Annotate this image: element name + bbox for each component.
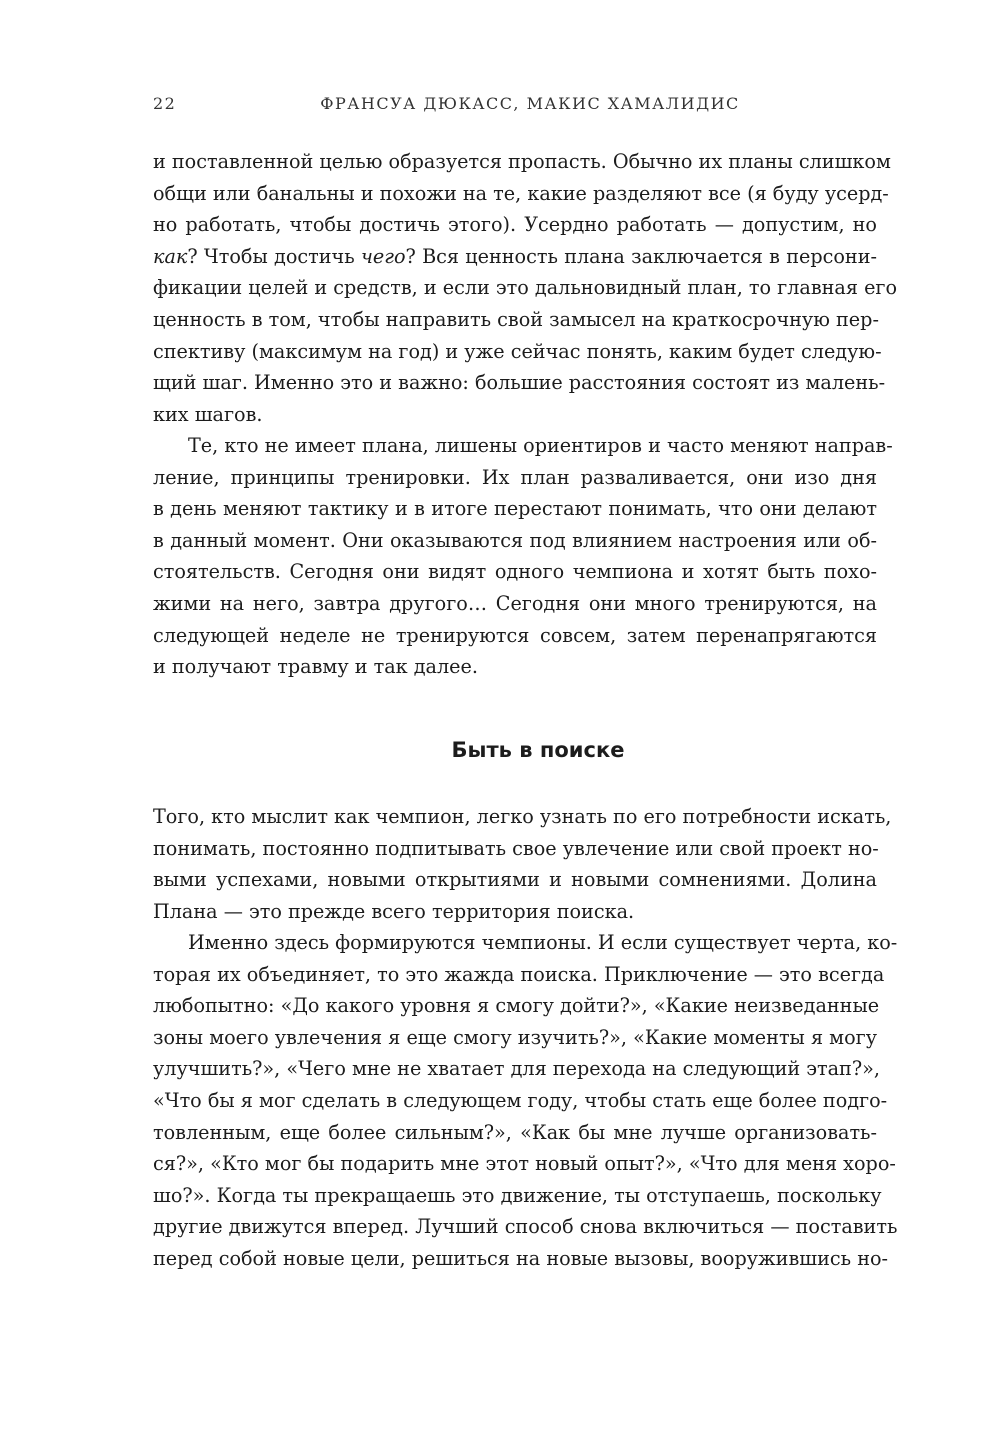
text-line: общи или банальны и похожи на те, какие разделяют все (я буду усерд-	[153, 181, 889, 205]
text-line: выми успехами, новыми открытиями и новыми сомнениями. Долина	[153, 868, 877, 892]
text-line: «Что бы я мог сделать в следующем году, чтобы стать еще более подго-	[153, 1088, 888, 1112]
paragraph-4	[153, 927, 898, 1275]
text-line: ся?», «Кто мог бы подарить мне этот новый опыт?», «Что для меня хоро-	[153, 1152, 896, 1176]
text-line: другие движутся вперед. Лучший способ снова включиться — поставить	[153, 1215, 898, 1239]
text-line: щий шаг. Именно это и важно: большие расстояния состоят из малень-	[153, 371, 886, 395]
text-line: жими на него, завтра другого… Сегодня они много тренируются, на	[153, 591, 877, 615]
text-line: следующей неделе не тренируются совсем, затем перенапрягаются	[153, 623, 877, 647]
text-line: в день меняют тактику и в итоге перестают понимать, что они делают	[153, 497, 877, 521]
text-line: товленным, еще более сильным?», «Как бы мне лучше организовать-	[153, 1120, 877, 1144]
text-line: перед собой новые цели, решиться на новые вызовы, вооружившись но-	[153, 1246, 889, 1270]
text-fragment: ? Чтобы достичь	[187, 244, 361, 268]
text-line: торая их объединяет, то это жажда поиска. Приключение — это всегда	[153, 962, 885, 986]
text-line: ценность в том, чтобы направить свой замысел на краткосрочную пер-	[153, 307, 879, 331]
text-line: Те, кто не имеет плана, лишены ориентиров и часто меняют направ-	[188, 434, 893, 457]
text-line: и получают травму и так далее.	[153, 655, 478, 679]
text-line: и поставленной целью образуется пропасть. Обычно их планы слишком	[153, 150, 891, 173]
italic-word: как	[153, 244, 188, 268]
text-line: Именно здесь формируются чемпионы. И если существует черта, ко-	[188, 931, 898, 954]
text-line: понимать, постоянно подпитывать свое увлечение или свой проект но-	[153, 836, 879, 860]
page-number: 22	[153, 94, 177, 113]
text-line: стоятельств. Сегодня они видят одного чемпиона и хотят быть похо-	[153, 560, 877, 584]
text-line: но работать, чтобы достичь этого). Усердно работать — допустим, но	[153, 213, 877, 237]
text-line: улучшить?», «Чего мне не хватает для перехода на следующий этап?»,	[153, 1057, 880, 1081]
text-fragment: ? Вся ценность плана заключается в персони-	[405, 244, 877, 268]
text-line: спективу (максимум на год) и уже сейчас понять, каким будет следую-	[153, 339, 882, 363]
text-line: зоны моего увлечения я еще смогу изучить?», «Какие моменты я могу	[153, 1025, 877, 1049]
text-line: в данный момент. Они оказываются под влиянием настроения или об-	[153, 528, 877, 552]
section-heading: Быть в поиске	[451, 738, 625, 762]
paragraph-2	[153, 430, 893, 683]
text-line: шо?». Когда ты прекращаешь это движение, ты отступаешь, поскольку	[153, 1183, 882, 1207]
text-line: любопытно: «До какого уровня я смогу дойти?», «Какие неизведанные	[153, 994, 880, 1018]
italic-word: чего	[360, 244, 406, 268]
paragraph-3	[153, 801, 892, 927]
paragraph-1	[153, 146, 898, 430]
text-line	[153, 241, 877, 273]
text-line: Того, кто мыслит как чемпион, легко узнать по его потребности искать,	[153, 805, 892, 828]
text-line: ление, принципы тренировки. Их план разваливается, они изо дня	[153, 465, 877, 489]
text-line: ких шагов.	[153, 402, 263, 426]
text-line: фикации целей и средств, и если это дальновидный план, то главная его	[153, 276, 898, 300]
running-title: ФРАНСУА ДЮКАСС, МАКИС ХАМАЛИДИС	[320, 94, 740, 113]
text-line: Плана — это прежде всего территория поиска.	[153, 899, 635, 923]
